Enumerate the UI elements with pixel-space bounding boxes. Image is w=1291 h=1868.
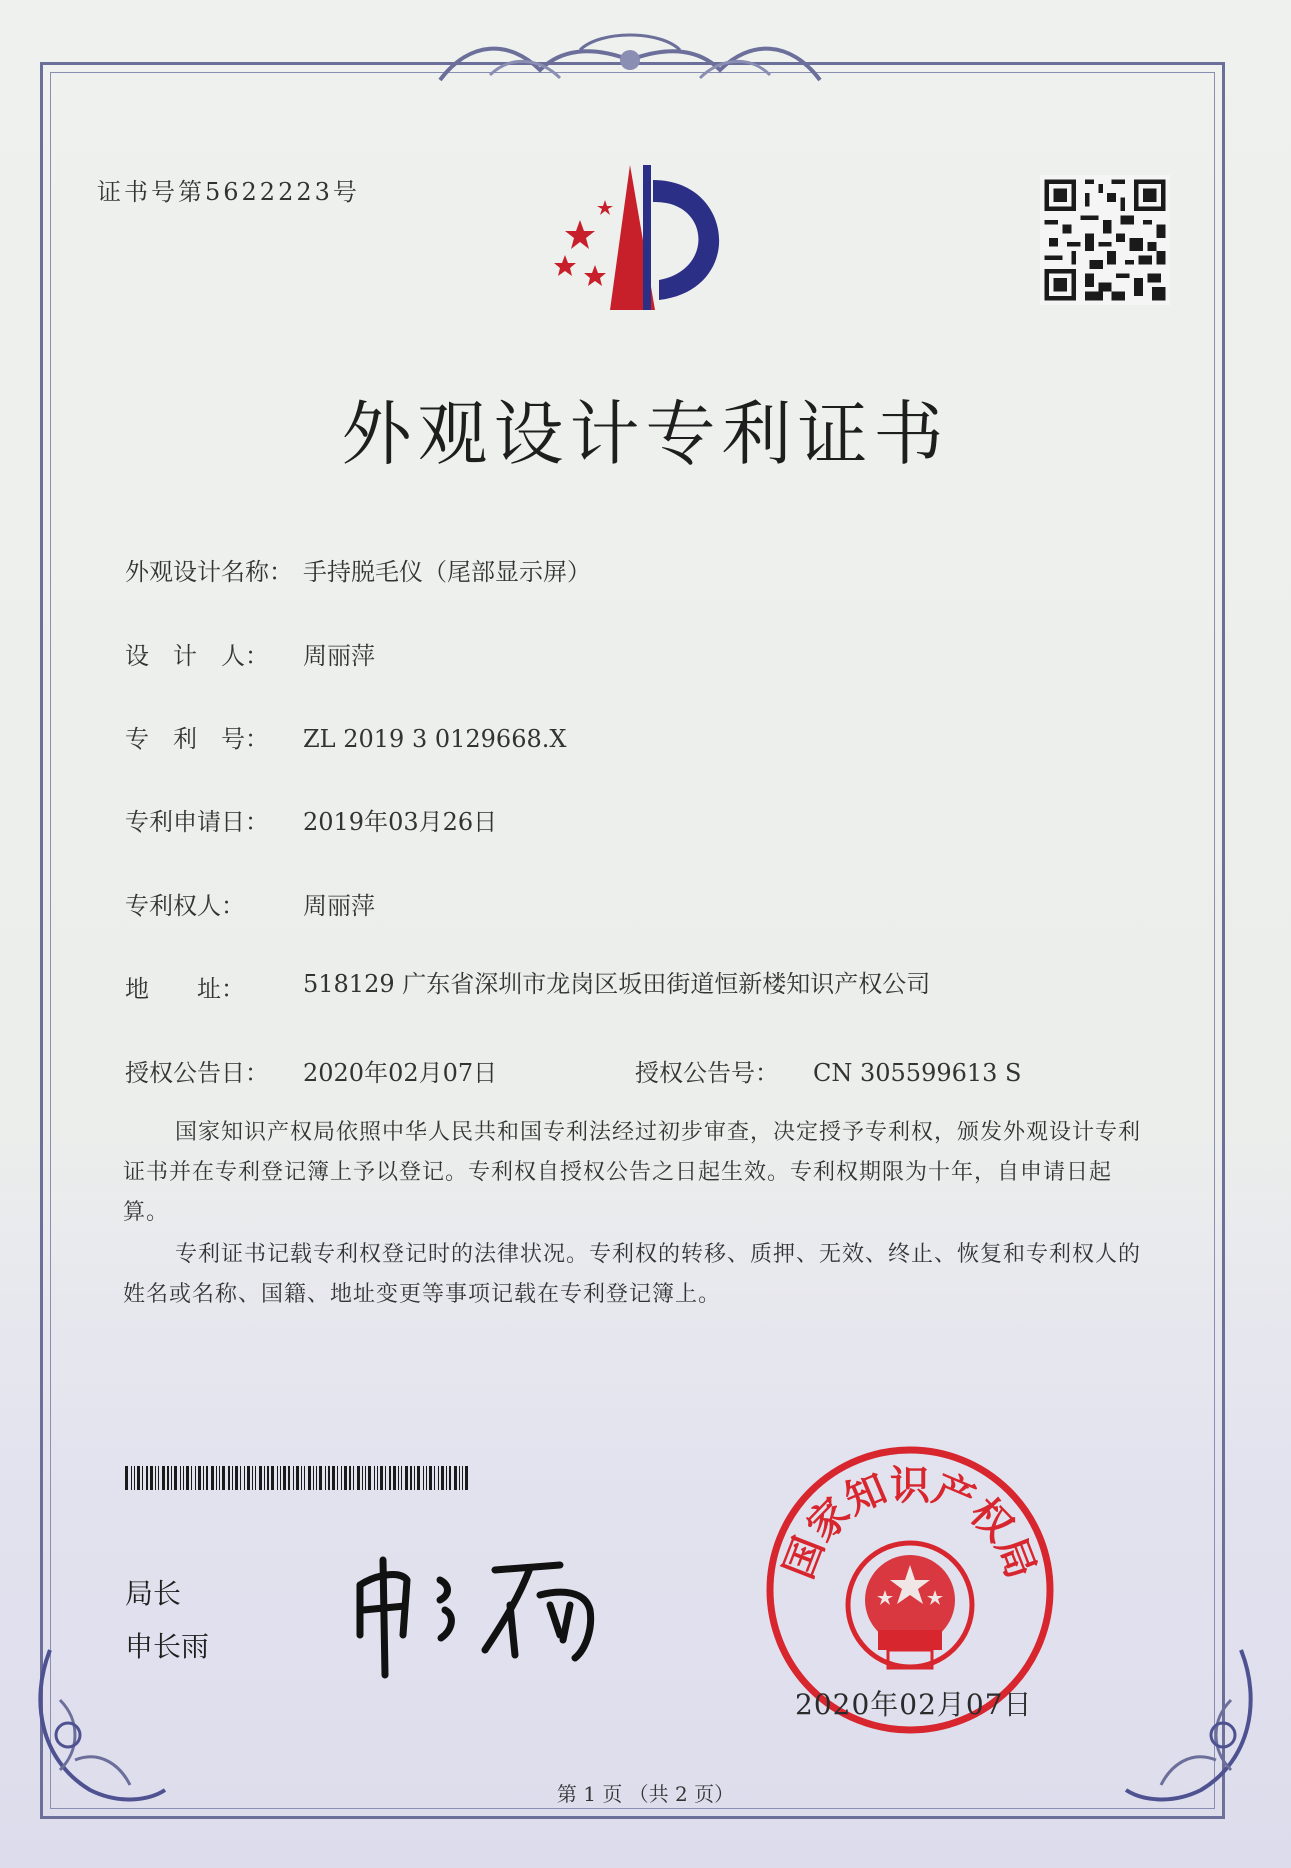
paragraph-legal-status: 专利证书记载专利权登记时的法律状况。专利权的转移、质押、无效、终止、恢复和专利权人的姓名或名称、国籍、地址变更等事项记载在专利登记簿上。 bbox=[123, 1242, 1142, 1307]
certificate-number: 证书号第5622223号 bbox=[97, 178, 360, 206]
top-ornament-icon bbox=[430, 20, 830, 100]
grant-number-label: 授权公告号： bbox=[635, 1059, 779, 1087]
design-name-row bbox=[125, 552, 591, 587]
patentee-row bbox=[125, 886, 375, 921]
address-label: 地 址： bbox=[125, 975, 245, 1003]
director-name: 申长雨 bbox=[125, 1630, 210, 1663]
patent-number-row bbox=[125, 719, 566, 754]
patent-number-label: 专 利 号： bbox=[125, 725, 269, 753]
address-row bbox=[125, 969, 303, 1004]
filing-date-value: 2019年03月26日 bbox=[303, 808, 498, 836]
qr-code-icon bbox=[1040, 175, 1170, 305]
patentee-value: 周丽萍 bbox=[303, 892, 375, 920]
grant-date-value: 2020年02月07日 bbox=[303, 1059, 498, 1087]
grant-number-value: CN 305599613 S bbox=[813, 1059, 1022, 1087]
page-indicator: 第 1 页 （共 2 页） bbox=[556, 1782, 735, 1806]
grant-date-row bbox=[125, 1053, 497, 1088]
design-name-value: 手持脱毛仪（尾部显示屏） bbox=[303, 558, 591, 586]
address-value: 518129 广东省深圳市龙岗区坂田街道恒新楼知识产权公司 bbox=[303, 970, 931, 998]
seal-text: 国家知识产权局 bbox=[775, 1462, 1045, 1585]
grant-date-label: 授权公告日： bbox=[125, 1059, 269, 1087]
certificate-title: 外观设计专利证书 bbox=[341, 393, 950, 475]
barcode-icon bbox=[125, 1466, 470, 1490]
designer-row bbox=[125, 636, 375, 671]
cnipa-logo-icon bbox=[535, 160, 735, 330]
patent-number-value: ZL 2019 3 0129668.X bbox=[303, 725, 567, 753]
patentee-label: 专利权人： bbox=[125, 892, 245, 920]
designer-value: 周丽萍 bbox=[303, 642, 375, 670]
filing-date-label: 专利申请日： bbox=[125, 808, 269, 836]
paragraph-grant-statement: 国家知识产权局依照中华人民共和国专利法经过初步审查，决定授予专利权，颁发外观设计专利证书并在专利登记簿上予以登记。专利权自授权公告之日起生效。专利权期限为十年，自申请日起算。 bbox=[123, 1120, 1142, 1225]
director-title: 局长 bbox=[125, 1577, 182, 1610]
seal-date: 2020年02月07日 bbox=[795, 1688, 1033, 1721]
grant-number-row bbox=[635, 1053, 1022, 1088]
design-name-label: 外观设计名称： bbox=[125, 558, 293, 586]
filing-date-row bbox=[125, 802, 497, 837]
designer-label: 设 计 人： bbox=[125, 642, 269, 670]
signature-icon bbox=[345, 1540, 645, 1680]
